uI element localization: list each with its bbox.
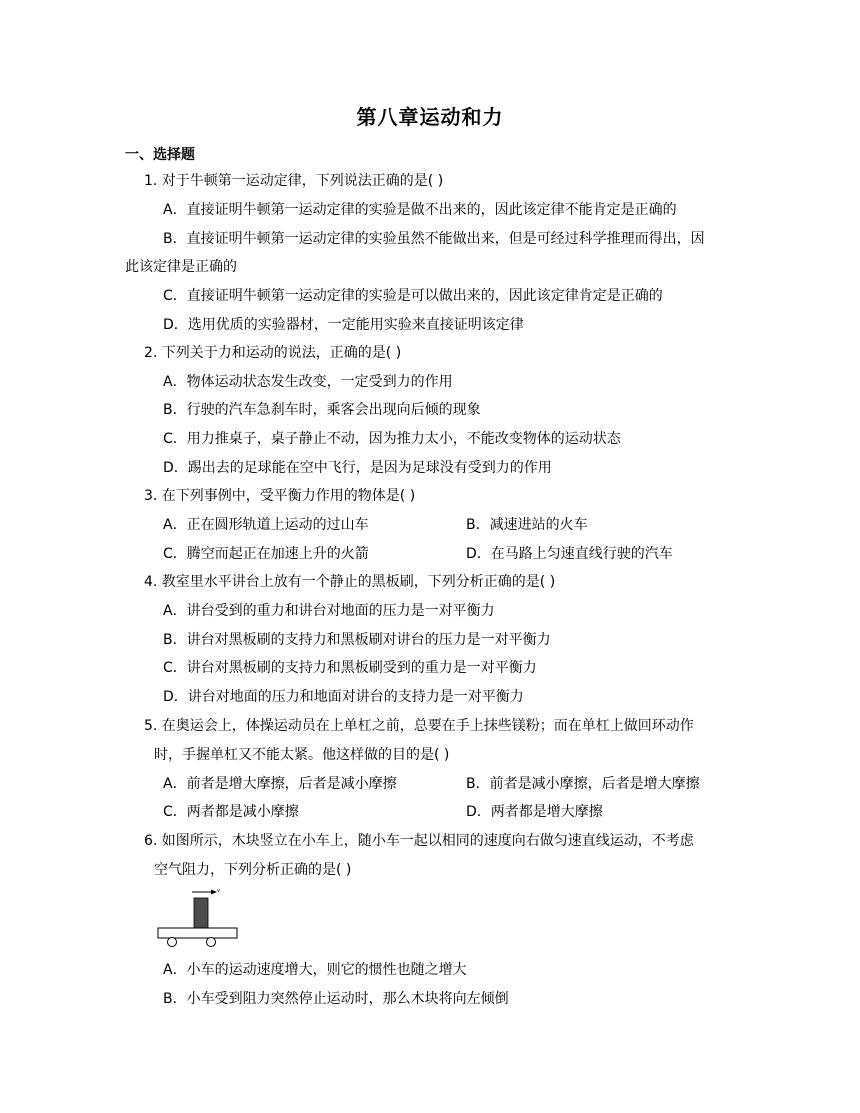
question-2-option-b: B．行驶的汽车急刹车时，乘客会出现向后倾的现象 — [163, 402, 481, 418]
question-5-stem: 5. 在奥运会上，体操运动员在上单杠之前，总要在手上抹些镁粉；而在单杠上做回环动作 — [144, 718, 694, 734]
velocity-label: v — [217, 888, 220, 894]
wooden-block — [194, 898, 208, 928]
cart-wheel-left — [168, 938, 177, 947]
question-2-stem: 2. 下列关于力和运动的说法，正确的是( ) — [144, 345, 402, 361]
question-6-option-a: A．小车的运动速度增大，则它的惯性也随之增大 — [163, 962, 467, 978]
question-1-option-d: D．选用优质的实验器材，一定能用实验来直接证明该定律 — [163, 317, 524, 333]
question-1-option-c: C．直接证明牛顿第一运动定律的实验是可以做出来的，因此该定律肯定是正确的 — [163, 288, 663, 304]
question-4-option-a: A．讲台受到的重力和讲台对地面的压力是一对平衡力 — [163, 603, 495, 619]
question-4-option-d: D．讲台对地面的压力和地面对讲台的支持力是一对平衡力 — [163, 689, 524, 705]
question-3-option-d: D．在马路上匀速直线行驶的汽车 — [466, 546, 673, 562]
question-6-stem-continued: 空气阻力，下列分析正确的是( ) — [154, 862, 352, 878]
page-title: 第八章运动和力 — [356, 105, 504, 129]
question-5-stem-continued: 时，手握单杠又不能太紧。他这样做的目的是( ) — [154, 747, 450, 763]
cart-wheel-right — [207, 938, 216, 947]
question-1-stem: 1. 对于牛顿第一运动定律，下列说法正确的是( ) — [144, 173, 444, 189]
question-3-stem: 3. 在下列事例中，受平衡力作用的物体是( ) — [144, 488, 416, 504]
question-3-option-c: C．腾空而起正在加速上升的火箭 — [163, 546, 369, 562]
question-6-option-b: B．小车受到阻力突然停止运动时，那么木块将向左倾倒 — [163, 991, 509, 1007]
question-2-option-d: D．踢出去的足球能在空中飞行，是因为足球没有受到力的作用 — [163, 460, 552, 476]
cart-body — [158, 928, 237, 938]
question-3-option-a: A．正在圆形轨道上运动的过山车 — [163, 517, 369, 533]
question-4-option-c: C．讲台对黑板刷的支持力和黑板刷受到的重力是一对平衡力 — [163, 660, 537, 676]
question-1-option-b: B．直接证明牛顿第一运动定律的实验虽然不能做出来，但是可经过科学推理而得出，因 — [163, 231, 705, 247]
question-4-option-b: B．讲台对黑板刷的支持力和黑板刷对讲台的压力是一对平衡力 — [163, 632, 551, 648]
question-2-option-c: C．用力推桌子，桌子静止不动，因为推力太小，不能改变物体的运动状态 — [163, 431, 621, 447]
question-1-option-b-continued: 此该定律是正确的 — [125, 259, 237, 275]
question-2-option-a: A．物体运动状态发生改变，一定受到力的作用 — [163, 374, 453, 390]
question-6-stem: 6. 如图所示，木块竖立在小车上，随小车一起以相同的速度向右做匀速直线运动，不考虑 — [144, 833, 694, 849]
question-5-option-b: B．前者是减小摩擦，后者是增大摩擦 — [466, 776, 700, 792]
question-1-option-a: A．直接证明牛顿第一运动定律的实验是做不出来的，因此该定律不能肯定是正确的 — [163, 202, 677, 218]
question-4-stem: 4. 教室里水平讲台上放有一个静止的黑板刷，下列分析正确的是( ) — [144, 574, 556, 590]
question-3-option-b: B．减速进站的火车 — [466, 517, 588, 533]
question-5-option-d: D．两者都是增大摩擦 — [466, 804, 603, 820]
question-5-option-c: C．两者都是减小摩擦 — [163, 804, 299, 820]
question-5-option-a: A．前者是增大摩擦，后者是减小摩擦 — [163, 776, 397, 792]
section-heading: 一、选择题 — [125, 147, 195, 163]
cart-with-block-figure — [155, 888, 245, 950]
